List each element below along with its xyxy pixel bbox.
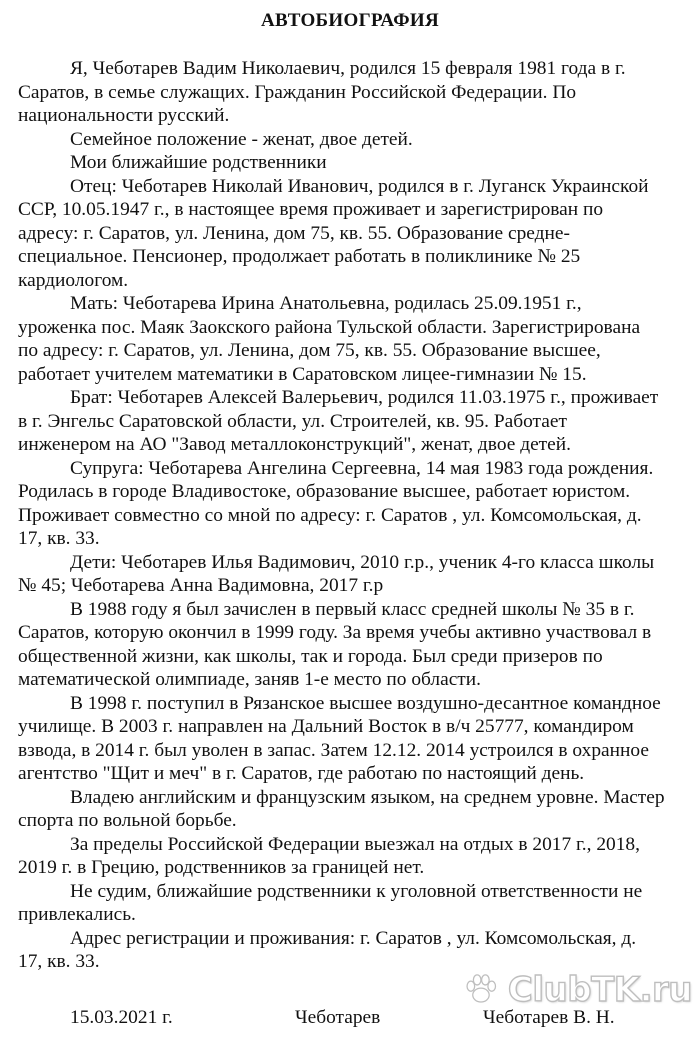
text-line: адресу: г. Саратов, ул. Ленина, дом 75, кв. 55. Образование средне- (18, 222, 570, 244)
text-line: кардиологом. (18, 269, 129, 291)
text-line: Семейное положение - женат, двое детей. (70, 128, 413, 150)
text-line: 2019 г. в Грецию, родственников за границей нет. (18, 857, 425, 878)
text-line: Отец: Чеботарев Николай Иванович, родился в г. Луганск Украинской (70, 175, 649, 197)
text-line: инженером на АО "Завод металлоконструкций", женат, двое детей. (18, 434, 571, 455)
text-line: Адрес регистрации и проживания: г. Саратов , ул. Комсомольская, д. (70, 927, 637, 949)
text-line: взвода, в 2014 г. был уволен в запас. Затем 12.12. 2014 устроился в охранное (18, 739, 649, 761)
paragraph (18, 175, 700, 293)
text-line: привлекались. (18, 904, 136, 925)
text-line: В 1988 году я был зачислен в первый класс средней школы № 35 в г. (70, 598, 635, 620)
text-line: Я, Чеботарев Вадим Николаевич, родился 15 февраля 1981 года в г. (70, 58, 626, 79)
text-line: Супруга: Чеботарева Ангелина Сергеевна, 14 мая 1983 года рождения. (70, 457, 654, 479)
document-body (18, 57, 700, 974)
text-line: Не судим, ближайшие родственники к уголовной ответственности не (70, 880, 643, 902)
text-line: Саратов, в семье служащих. Гражданин Российской Федерации. По (18, 81, 577, 103)
footer-signature: Чеботарев (295, 1007, 381, 1028)
text-line: спорта по вольной борьбе. (18, 810, 237, 831)
text-line: математической олимпиаде, заняв 1-е место по области. (18, 669, 481, 690)
text-line: 17, кв. 33. (18, 951, 100, 972)
text-line: № 45; Чеботарева Анна Вадимовна, 2017 г.р (18, 575, 384, 596)
text-line: Саратов, которую окончил в 1999 году. За время учебы активно участвовал в (18, 622, 652, 643)
text-line: ССР, 10.05.1947 г., в настоящее время проживает и зарегистрирован по (18, 199, 604, 220)
text-line: Мать: Чеботарева Ирина Анатольевна, родилась 25.09.1951 г., (70, 293, 582, 314)
text-line: Дети: Чеботарев Илья Вадимович, 2010 г.р., ученик 4-го класса школы (70, 551, 655, 573)
paragraph (18, 833, 700, 880)
watermark-text: ClubTK.ru (507, 970, 692, 1010)
paragraph (18, 598, 700, 692)
text-line: в г. Энгельс Саратовской области, ул. Строителей, кв. 95. Работает (18, 410, 567, 432)
paragraph (18, 457, 700, 551)
paragraph (18, 151, 700, 175)
text-line: агентство "Щит и меч" в г. Саратов, где работаю по настоящий день. (18, 763, 585, 784)
text-line: национальности русский. (18, 105, 230, 126)
paragraph (18, 57, 700, 128)
text-line: В 1998 г. поступил в Рязанское высшее воздушно-десантное командное (70, 692, 661, 714)
text-line: Мои ближайшие родственники (70, 152, 327, 173)
text-line: специальное. Пенсионер, продолжает работать в поликлинике № 25 (18, 246, 581, 267)
text-line: Родилась в городе Владивостоке, образование высшее, работает юристом. (18, 481, 631, 502)
paragraph (18, 292, 700, 386)
text-line: общественной жизни, как школы, так и города. Был среди призеров по (18, 645, 603, 667)
watermark (462, 958, 692, 1022)
text-line: Проживает совместно со мной по адресу: г. Саратов , ул. Комсомольская, д. (18, 504, 642, 526)
text-line: Брат: Чеботарев Алексей Валерьевич, родился 11.03.1975 г., проживает (70, 387, 659, 408)
text-line: уроженка пос. Маяк Заокского района Тульской области. Зарегистрирована (18, 316, 641, 338)
paragraph (18, 786, 700, 833)
text-line: Владею английским и французским языком, на среднем уровне. Мастер (70, 786, 665, 808)
text-line: по адресу: г. Саратов, ул. Ленина, дом 75, кв. 55. Образование высшее, (18, 340, 601, 361)
text-line: За пределы Российской Федерации выезжал на отдых в 2017 г., 2018, (70, 833, 640, 855)
footer-name: Чеботарев В. Н. (483, 1007, 615, 1028)
footer-date: 15.03.2021 г. (70, 1007, 173, 1028)
paragraph (18, 551, 700, 598)
paragraph (18, 692, 700, 786)
text-line: 17, кв. 33. (18, 528, 100, 549)
paragraph (18, 880, 700, 927)
text-line: училище. В 2003 г. направлен на Дальний Восток в в/ч 25777, командиром (18, 716, 634, 737)
paragraph (18, 386, 700, 457)
paragraph (18, 128, 700, 152)
text-line: работает учителем математики в Саратовском лицее-гимназии № 15. (18, 363, 587, 385)
paw-icon (462, 961, 500, 1019)
document-title: АВТОБИОГРАФИЯ (261, 10, 439, 31)
